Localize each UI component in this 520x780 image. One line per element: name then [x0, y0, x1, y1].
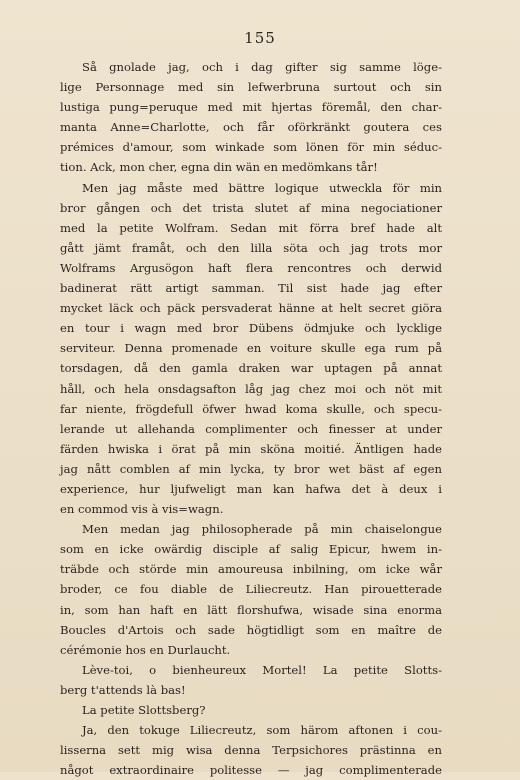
text-line: jag nått comblen af min lycka, ty bror wet bäst af egen [60, 461, 442, 476]
text-line: tion. Ack, mon cher, egna din wän en medömkans tår! [60, 160, 378, 175]
text-line: berg t'attends là bas! [60, 682, 186, 697]
text-line: Men medan jag philosopherade på min chaiselongue [82, 522, 442, 537]
text-line: torsdagen, då den gamla draken war uptagen på annat [60, 361, 442, 376]
text-line: experience, hur ljufweligt man kan hafwa det à deux i [60, 481, 442, 496]
page-number: 155 [244, 29, 276, 47]
text-line: cérémonie hos en Durlaucht. [60, 642, 231, 657]
text-line: Ja, den tokuge Liliecreutz, som härom aftonen i cou- [82, 723, 442, 738]
text-line: bror gången och det trista slutet af mina negociationer [60, 200, 442, 215]
text-line: mycket läck och päck persvaderat hänne at helt secret giöra [60, 301, 442, 316]
text-line: lustiga pung=peruque med mit hjertas föremål, den char- [60, 100, 442, 115]
text-line: som en icke owärdig disciple af salig Epicur, hwem in- [60, 542, 442, 557]
text-line: far niente, frögdefull öfwer hwad koma skulle, och specu- [60, 401, 442, 416]
text-line: serviteur. Denna promenade en voiture skulle ega rum på [60, 341, 442, 356]
text-line: Så gnolade jag, och i dag gifter sig samme löge- [82, 60, 442, 74]
text-line: La petite Slottsberg? [82, 703, 206, 717]
text-line: en tour i wagn med bror Dübens ödmjuke och lycklige [60, 321, 442, 336]
text-line: lisserna sett mig wisa denna Terpsichores prästinna en [60, 743, 442, 758]
text-line: håll, och hela onsdagsafton låg jag chez moi och nöt mit [60, 381, 442, 396]
text-line: färden hwiska i örat på min sköna moitié. Äntligen hade [60, 441, 442, 456]
text-line: gått jämt framåt, och den lilla söta och jag trots mor [60, 240, 442, 255]
text-line: Wolframs Argusögon haft flera rencontres och derwid [60, 260, 442, 275]
text-line: lige Personnage med sin lefwerbruna surtout och sin [60, 80, 442, 95]
text-line: manta Anne=Charlotte, och får oförkränkt goutera ces [60, 120, 442, 135]
text-line: något extraordinaire politesse — jag complimenterade [60, 763, 442, 778]
text-line: Men jag måste med bättre logique utweckla för min [82, 180, 442, 195]
text-line: in, som han haft en lätt florshufwa, wisade sina enorma [60, 602, 442, 617]
text-line: Boucles d'Artois och sade högtidligt som en maître de [60, 622, 442, 637]
text-line: träbde och störde min amoureusa inbilning, om icke wår [60, 562, 442, 577]
text-line: med la petite Wolfram. Sedan mit förra bref hade alt [60, 220, 442, 235]
body-text [60, 57, 442, 780]
text-line: broder, ce fou diable de Liliecreutz. Han pirouetterade [60, 582, 442, 597]
text-line: badinerat rätt artigt samman. Til sist hade jag efter [60, 281, 442, 296]
text-line: lerande ut allehanda complimenter och finesser at under [60, 421, 442, 436]
text-line: en commod vis à vis=wagn. [60, 502, 224, 517]
text-line: Lève-toi, o bienheureux Mortel! La petite Slotts- [82, 662, 442, 677]
text-line: prémices d'amour, som winkade som lönen för min séduc- [60, 140, 442, 155]
